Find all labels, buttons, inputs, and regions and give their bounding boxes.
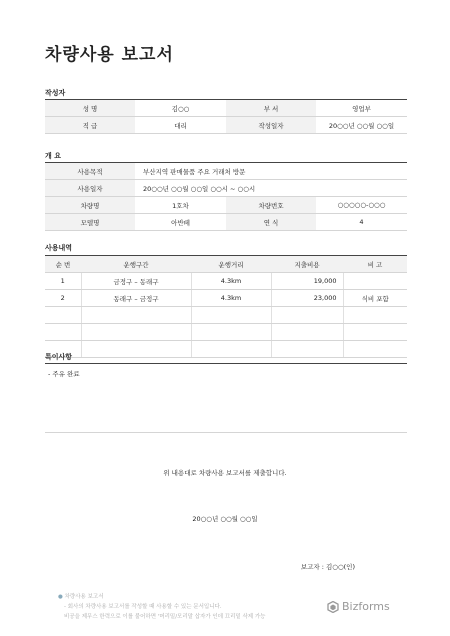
usage-section-heading: 사용내역 xyxy=(45,244,73,252)
page-title: 차량사용 보고서 xyxy=(45,45,174,65)
table-row xyxy=(45,307,407,324)
plate-label: 차량번호 xyxy=(226,197,316,214)
usedate-value: 20○○년 ○○월 ○○일 ○○시 ~ ○○시 xyxy=(135,180,407,197)
table-cell xyxy=(343,273,407,290)
table-row xyxy=(45,180,407,197)
table-cell xyxy=(191,341,271,358)
table-cell: 4.3km xyxy=(191,273,271,290)
table-row xyxy=(45,163,407,180)
overview-table xyxy=(45,162,407,231)
table-cell: 금정구 – 동래구 xyxy=(81,273,191,290)
table-cell: 2 xyxy=(45,290,81,307)
table-row xyxy=(45,117,407,134)
table-cell: 식비 포함 xyxy=(343,290,407,307)
bizforms-logo-icon xyxy=(327,601,339,613)
statement-text: 위 내용대로 차량사용 보고서를 제출합니다. xyxy=(163,469,287,477)
bizforms-logo-text: Bizforms xyxy=(342,600,390,613)
dept-value: 영업부 xyxy=(316,100,407,117)
table-cell xyxy=(343,324,407,341)
table-cell xyxy=(81,324,191,341)
dept-label: 부 서 xyxy=(226,100,316,117)
table-cell xyxy=(45,324,81,341)
column-header: 운행거리 xyxy=(191,256,271,273)
special-note-text: - 주유 완료 xyxy=(48,370,80,378)
table-cell xyxy=(343,341,407,358)
vehicle-value: 1호차 xyxy=(135,197,226,214)
date-value: 20○○년 ○○월 ○○일 xyxy=(316,117,407,134)
table-cell: 19,000 xyxy=(271,273,343,290)
column-header: 순 번 xyxy=(45,256,81,273)
overview-section-heading: 개 요 xyxy=(45,152,61,160)
table-row xyxy=(45,197,407,214)
purpose-label: 사용목적 xyxy=(45,163,135,180)
table-cell xyxy=(343,307,407,324)
reporter-signature: 보고자 : 김○○(인) xyxy=(300,563,355,571)
column-header: 비 고 xyxy=(343,256,407,273)
column-header: 지출비용 xyxy=(271,256,343,273)
year-label: 연 식 xyxy=(226,214,316,231)
table-cell xyxy=(191,324,271,341)
statement-date: 20○○년 ○○월 ○○일 xyxy=(192,515,258,523)
table-cell xyxy=(271,341,343,358)
table-row xyxy=(45,214,407,231)
footer-title-text: 차량사용 보고서 xyxy=(64,594,104,600)
table-cell: 동래구 – 금정구 xyxy=(81,290,191,307)
vehicle-label: 차량명 xyxy=(45,197,135,214)
table-cell xyxy=(45,307,81,324)
table-cell: 23,000 xyxy=(271,290,343,307)
table-cell: 4.3km xyxy=(191,290,271,307)
usedate-label: 사용일자 xyxy=(45,180,135,197)
table-cell xyxy=(81,341,191,358)
special-section-heading: 특이사항 xyxy=(45,353,73,361)
purpose-value: 부산지역 판매물품 주요 거래처 방문 xyxy=(135,163,407,180)
table-cell xyxy=(191,307,271,324)
date-label: 작성일자 xyxy=(226,117,316,134)
usage-table xyxy=(45,255,407,358)
footer-title xyxy=(58,592,104,600)
table-cell: 1 xyxy=(45,273,81,290)
table-cell xyxy=(271,307,343,324)
name-label: 성 명 xyxy=(45,100,135,117)
footer-description: - 회사의 차량사용 보고서를 작성할 때 사용할 수 있는 문서입니다. xyxy=(64,604,222,610)
section-divider xyxy=(45,432,407,433)
bizforms-logo xyxy=(327,600,390,613)
table-row xyxy=(45,273,407,290)
table-row xyxy=(45,341,407,358)
table-cell xyxy=(271,324,343,341)
model-label: 모델명 xyxy=(45,214,135,231)
table-header-row xyxy=(45,256,407,273)
plate-value: ○○○○○-○○○ xyxy=(316,197,407,214)
rank-label: 직 급 xyxy=(45,117,135,134)
table-cell xyxy=(81,307,191,324)
table-row xyxy=(45,290,407,307)
bullet-icon: ● xyxy=(58,594,65,600)
table-row xyxy=(45,324,407,341)
footer-note: 비공을 제무스 한력으로 이를 불어하면 '머리밑/모리말 삽자가 인데 끄리밑 삭제 가능 xyxy=(64,614,266,620)
column-header: 운행구간 xyxy=(81,256,191,273)
rank-value: 대리 xyxy=(135,117,226,134)
year-value: 4 xyxy=(316,214,407,231)
model-value: 아반떼 xyxy=(135,214,226,231)
writer-table xyxy=(45,99,407,134)
table-row xyxy=(45,100,407,117)
writer-section-heading: 작성자 xyxy=(45,89,66,97)
name-value: 김○○ xyxy=(135,100,226,117)
section-divider xyxy=(45,363,407,364)
